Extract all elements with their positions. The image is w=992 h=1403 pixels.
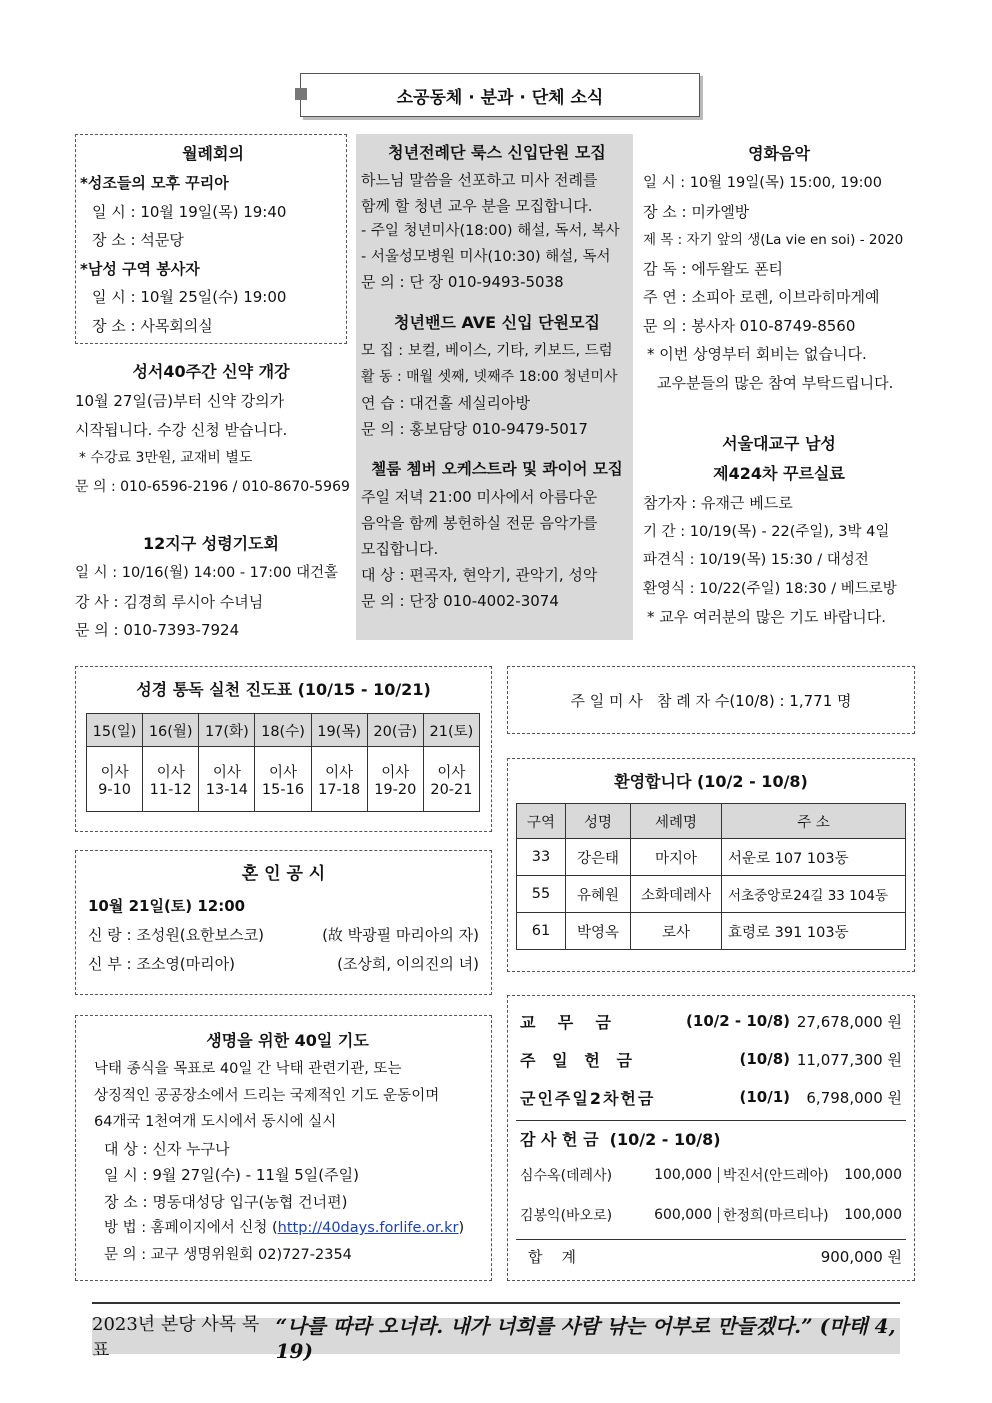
attendance-text: 주 일 미 사 참 례 자 수(10/8) : 1,771 명 — [570, 691, 852, 710]
welcome-cell: 마지아 — [631, 839, 722, 876]
reading-table — [86, 713, 480, 812]
finance-row — [520, 1002, 902, 1040]
youth-band-line: 활 동 : 매월 셋째, 넷째주 18:00 청년미사 — [361, 368, 618, 385]
youth-band-line: 문 의 : 홍보담당 010-9479-5017 — [361, 419, 588, 438]
life40-link[interactable]: http://40days.forlife.or.kr — [277, 1220, 459, 1236]
total-amount: 900,000 원 — [820, 1247, 902, 1266]
movie-line: 문 의 : 봉사자 010-8749-8560 — [643, 316, 856, 335]
life40-line: 낙태 종식을 목표로 40일 간 낙태 관련기관, 또는 — [94, 1061, 402, 1077]
youth-band-line: 연 습 : 대건홀 세실리아방 — [361, 393, 531, 412]
reading-book: 이사 — [381, 764, 410, 781]
monthly-meeting-title: 월례회의 — [182, 144, 244, 163]
reading-day: 16(월) — [143, 714, 199, 747]
monthly-line: 장 소 : 석문당 — [92, 231, 184, 249]
movie-title: 영화음악 — [748, 144, 810, 163]
donor-name: 한정희(마르티나) — [723, 1208, 829, 1224]
monthly-line: *남성 구역 봉사자 — [80, 259, 200, 278]
movie-line: 제 목 : 자기 앞의 생(La vie en soi) - 2020 — [643, 232, 904, 248]
welcome-row — [517, 876, 906, 913]
reading-cell — [143, 747, 199, 812]
chamber-line: 모집합니다. — [361, 539, 439, 558]
reading-chapter: 11-12 — [149, 781, 192, 798]
finance-period: (10/2 - 10/8) — [686, 1012, 790, 1030]
life40-title: 생명을 위한 40일 기도 — [206, 1031, 369, 1050]
chamber-line: 문 의 : 단장 010-4002-3074 — [361, 591, 559, 610]
reading-day: 20(금) — [367, 714, 423, 747]
welcome-cell: 서초중앙로24길 33 104동 — [722, 876, 906, 913]
marriage-box — [75, 850, 492, 995]
welcome-header: 주 소 — [722, 804, 906, 839]
finance-amount: 6,798,000 원 — [806, 1088, 902, 1107]
motto-quote: “나를 따라 오너라. 내가 너희를 사람 낚는 어부로 만들겠다.” (마태 4, 19) — [275, 1313, 896, 1363]
cursillo-line: * 교우 여러분의 많은 기도 바랍니다. — [647, 608, 886, 626]
life40-box — [75, 1015, 492, 1281]
youth-liturgy-line: - 주일 청년미사(18:00) 해설, 독서, 복사 — [361, 223, 620, 239]
reading-cell — [255, 747, 311, 812]
life40-line: 장 소 : 명동대성당 입구(농협 건너편) — [104, 1192, 348, 1211]
welcome-header-row — [517, 804, 906, 839]
welcome-cell: 강은태 — [566, 839, 631, 876]
donor-name: 김봉익(바오로) — [520, 1208, 613, 1224]
youth-column — [356, 134, 633, 640]
reading-book: 이사 — [156, 764, 185, 781]
finance-amount: 11,077,300 원 — [796, 1050, 902, 1069]
prayer12-line: 일 시 : 10/16(월) 14:00 - 17:00 대건홀 — [75, 565, 339, 581]
welcome-header: 성명 — [566, 804, 631, 839]
welcome-cell: 55 — [517, 876, 566, 913]
life40-line: 대 상 : 신자 누구나 — [104, 1139, 230, 1158]
reading-day: 18(수) — [255, 714, 311, 747]
life40-line: 일 시 : 9월 27일(수) - 11월 5일(주일) — [104, 1166, 359, 1184]
monthly-line: 일 시 : 10월 19일(목) 19:40 — [92, 202, 287, 221]
bride: 신 부 : 조소영(마리아) — [88, 954, 235, 973]
reading-chapter: 9-10 — [98, 781, 132, 798]
monthly-line: 장 소 : 사목회의실 — [92, 316, 213, 335]
prayer12-line: 강 사 : 김경희 루시아 수녀님 — [75, 592, 264, 611]
reading-schedule-box — [75, 666, 492, 832]
section-title-text: 소공동체 · 분과 · 단체 소식 — [396, 87, 604, 108]
reading-cell — [367, 747, 423, 812]
bible40-block — [75, 357, 350, 501]
welcome-row — [517, 913, 906, 950]
youth-band-title: 청년밴드 AVE 신입 단원모집 — [394, 312, 600, 332]
welcome-cell: 로사 — [631, 913, 722, 950]
bride-row — [88, 950, 479, 979]
movie-line: 주 연 : 소피아 로렌, 이브라히마게예 — [643, 288, 880, 306]
pastoral-motto — [92, 1313, 900, 1363]
bible40-line: 문 의 : 010-6596-2196 / 010-8670-5969 — [75, 478, 350, 495]
movie-line: 장 소 : 미카엘방 — [643, 202, 750, 221]
total-row — [520, 1240, 902, 1272]
reading-day: 17(화) — [199, 714, 255, 747]
welcome-table — [516, 803, 906, 950]
reading-chapter: 19-20 — [374, 781, 417, 798]
cursillo-line: 기 간 : 10/19(목) - 22(주일), 3박 4일 — [643, 523, 890, 540]
groom-row — [88, 921, 479, 950]
donor-amount: 100,000 — [844, 1207, 902, 1223]
reading-schedule-title: 성경 통독 실천 진도표 (10/15 - 10/21) — [136, 680, 431, 699]
reading-day: 21(토) — [423, 714, 479, 747]
life40-line: 상징적인 공공장소에서 드리는 국제적인 기도 운동이며 — [94, 1087, 440, 1104]
finance-row — [520, 1040, 902, 1078]
thanks-title: 감 사 헌 금 (10/2 - 10/8) — [520, 1129, 721, 1149]
life40-line: 64개국 1천여개 도시에서 동시에 실시 — [94, 1114, 337, 1130]
youth-band-line: 모 집 : 보컬, 베이스, 기타, 키보드, 드럼 — [361, 342, 613, 359]
reading-chapter: 17-18 — [318, 781, 361, 798]
welcome-header: 세례명 — [631, 804, 722, 839]
reading-chapter: 13-14 — [205, 781, 248, 798]
reading-book: 이사 — [325, 764, 354, 781]
youth-liturgy-line: 함께 할 청년 교우 분을 모집합니다. — [361, 196, 593, 215]
monthly-line: 일 시 : 10월 25일(수) 19:00 — [92, 288, 287, 306]
prayer12-line: 문 의 : 010-7393-7924 — [75, 621, 240, 639]
donor-name: 박진서(안드레아) — [723, 1168, 829, 1184]
square-icon — [295, 88, 307, 100]
donor-row — [520, 1155, 902, 1195]
donor-amount: 100,000 — [844, 1167, 902, 1183]
cursillo-title-2: 제424차 꾸르실료 — [713, 464, 845, 483]
finance-row — [520, 1078, 902, 1116]
reading-cell — [423, 747, 479, 812]
cursillo-block — [643, 429, 915, 632]
finance-label: 주 일 헌 금 — [520, 1050, 632, 1070]
total-label: 합 계 — [528, 1247, 577, 1266]
groom: 신 랑 : 조성원(요한보스코) — [88, 926, 264, 944]
donor-name: 심수옥(데레사) — [520, 1168, 613, 1184]
reading-chapter: 15-16 — [261, 781, 305, 798]
welcome-cell: 효령로 391 103동 — [722, 913, 906, 950]
movie-line: 교우분들의 많은 참여 부탁드립니다. — [657, 373, 894, 392]
welcome-header: 구역 — [517, 804, 566, 839]
prayer12-block — [75, 529, 347, 645]
welcome-cell: 61 — [517, 913, 566, 950]
youth-liturgy-line: 하느님 말씀을 선포하고 미사 전례를 — [361, 171, 598, 189]
chamber-line: 대 상 : 편곡자, 현악기, 관악기, 성악 — [361, 565, 598, 584]
donor-amount: 600,000 — [630, 1207, 719, 1223]
finance-label: 교 무 금 — [520, 1012, 611, 1032]
finance-box — [507, 995, 915, 1281]
chamber-line: 음악을 함께 봉헌하실 전문 음악가를 — [361, 513, 598, 532]
youth-liturgy-line: 문 의 : 단 장 010-9493-5038 — [361, 273, 564, 291]
finance-label: 군인주일2차헌금 — [520, 1088, 656, 1108]
groom-parents: (故 박광필 마리아의 자) — [322, 926, 479, 944]
welcome-cell: 33 — [517, 839, 566, 876]
reading-book: 이사 — [268, 764, 297, 781]
movie-line: 일 시 : 10월 19일(목) 15:00, 19:00 — [643, 175, 882, 191]
life40-method-end: ) — [458, 1220, 465, 1236]
finance-period: (10/8) — [739, 1050, 790, 1068]
reading-day: 19(목) — [311, 714, 367, 747]
reading-book: 이사 — [100, 764, 129, 781]
reading-book: 이사 — [437, 764, 466, 781]
welcome-title: 환영합니다 (10/2 - 10/8) — [614, 772, 808, 791]
life40-contact: 문 의 : 교구 생명위원회 02)727-2354 — [104, 1246, 352, 1263]
youth-liturgy-line: - 서울성모병원 미사(10:30) 해설, 독서 — [361, 248, 611, 265]
movie-line: 감 독 : 에두왈도 폰티 — [643, 259, 784, 278]
life40-method-label: 방 법 : 홈페이지에서 신청 ( — [104, 1220, 278, 1236]
footer-divider — [92, 1302, 900, 1304]
movie-block — [643, 139, 915, 397]
cursillo-line: 환영식 : 10/22(주일) 18:30 / 베드로방 — [643, 580, 897, 597]
welcome-cell: 소화데레사 — [631, 876, 722, 913]
welcome-cell: 박영옥 — [566, 913, 631, 950]
section-title — [300, 73, 700, 117]
reading-chapter: 20-21 — [430, 781, 473, 798]
youth-liturgy-title: 청년전례단 룩스 신입단원 모집 — [388, 143, 606, 162]
chamber-title: 첼룸 쳄버 오케스트라 및 콰이어 모집 — [371, 459, 623, 478]
marriage-title: 혼 인 공 시 — [241, 864, 326, 884]
reading-cell — [199, 747, 255, 812]
welcome-box — [507, 758, 915, 972]
cursillo-line: 참가자 : 유재근 베드로 — [643, 494, 793, 512]
motto-prefix: 2023년 본당 사목 목표 — [92, 1314, 260, 1361]
welcome-cell: 유혜원 — [566, 876, 631, 913]
bible40-title: 성서40주간 신약 개강 — [132, 362, 290, 381]
bible40-line: * 수강료 3만원, 교재비 별도 — [79, 450, 253, 466]
monthly-meeting-box — [75, 134, 347, 344]
chamber-line: 주일 저녁 21:00 미사에서 아름다운 — [361, 487, 598, 506]
bible40-line: 10월 27일(금)부터 신약 강의가 — [75, 392, 285, 410]
monthly-line: *성조들의 모후 꾸리아 — [80, 174, 229, 192]
bible40-line: 시작됩니다. 수강 신청 받습니다. — [75, 420, 288, 439]
finance-period: (10/1) — [739, 1088, 790, 1106]
donor-row — [520, 1195, 902, 1235]
welcome-row — [517, 839, 906, 876]
donor-amount: 100,000 — [630, 1167, 719, 1183]
reading-day: 15(일) — [87, 714, 143, 747]
welcome-cell: 서운로 107 103동 — [722, 839, 906, 876]
bride-parents: (조상희, 이의진의 녀) — [337, 954, 479, 973]
finance-amount: 27,678,000 원 — [796, 1012, 902, 1031]
life40-method — [94, 1215, 481, 1242]
attendance-box — [507, 666, 915, 734]
reading-days-row — [87, 714, 480, 747]
movie-line: * 이번 상영부터 회비는 없습니다. — [647, 345, 867, 363]
marriage-date: 10월 21일(토) 12:00 — [88, 897, 246, 915]
cursillo-line: 파견식 : 10/19(목) 15:30 / 대성전 — [643, 552, 869, 568]
reading-cell — [311, 747, 367, 812]
cursillo-title-1: 서울대교구 남성 — [722, 434, 836, 453]
prayer12-title: 12지구 성령기도회 — [142, 534, 280, 553]
reading-cell — [87, 747, 143, 812]
reading-book: 이사 — [212, 764, 241, 781]
reading-chapters-row — [87, 747, 480, 812]
